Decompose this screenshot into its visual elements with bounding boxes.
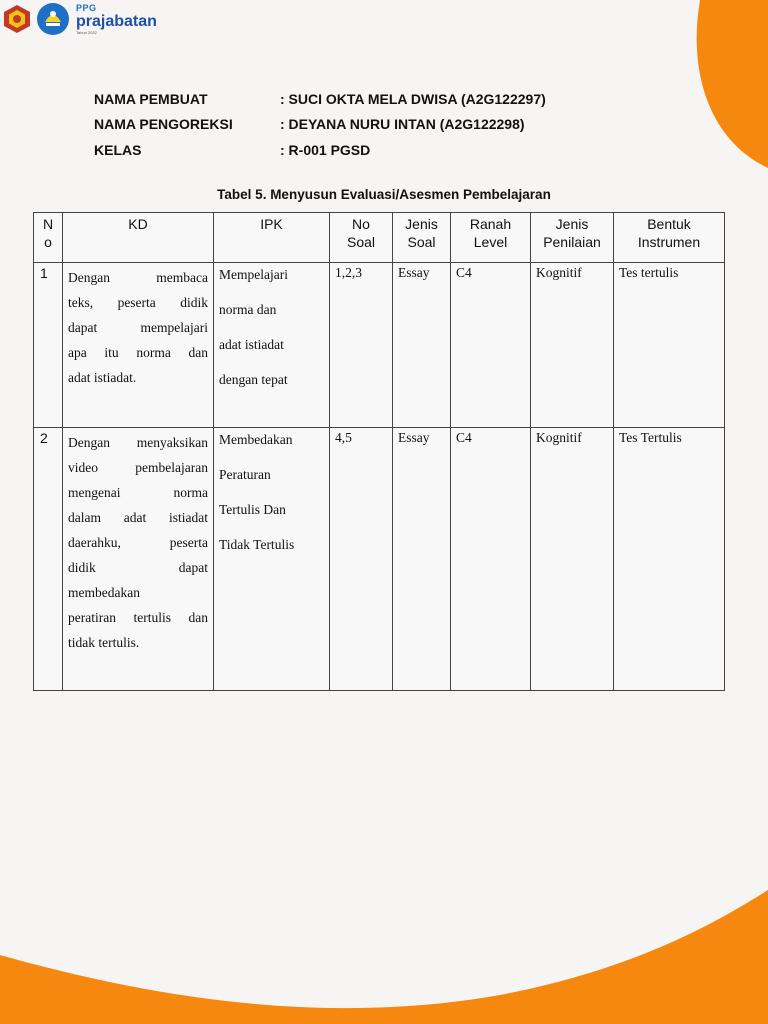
- cell-ipk: Membedakan Peraturan Tertulis Dan Tidak Tertulis: [214, 428, 330, 691]
- evaluation-table: [33, 212, 725, 691]
- cell-kd: Dengan membaca teks, peserta didik dapat mempelajari apa itu norma dan adat istiadat.: [63, 263, 214, 428]
- cell-ranah-level: C4: [451, 428, 531, 691]
- info-row-kelas: [94, 137, 546, 163]
- info-label: KELAS: [94, 141, 142, 158]
- info-block: [94, 86, 546, 163]
- brand-text: [76, 4, 157, 35]
- header-jenis-soal: Jenis Soal: [393, 213, 451, 263]
- header-no-soal: No Soal: [330, 213, 393, 263]
- table-row: [34, 263, 725, 428]
- university-badge-icon: [2, 4, 32, 34]
- table-caption: Tabel 5. Menyusun Evaluasi/Asesmen Pembelajaran: [217, 187, 551, 202]
- header-no: N o: [34, 213, 63, 263]
- cell-ipk: Mempelajari norma dan adat istiadat dengan tepat: [214, 263, 330, 428]
- tut-wuri-handayani-icon: [36, 2, 70, 36]
- cell-no: 1: [34, 263, 63, 428]
- table-row: [34, 428, 725, 691]
- info-label: NAMA PENGOREKSI: [94, 116, 233, 133]
- header-jenis-penilaian: Jenis Penilaian: [531, 213, 614, 263]
- cell-ranah-level: C4: [451, 263, 531, 428]
- cell-jenis-soal: Essay: [393, 428, 451, 691]
- header-ranah-level: Ranah Level: [451, 213, 531, 263]
- brand-name: prajabatan: [76, 12, 157, 30]
- cell-bentuk-instrumen: Tes tertulis: [614, 263, 725, 428]
- bottom-orange-wave: [0, 890, 768, 1024]
- header-kd: KD: [63, 213, 214, 263]
- cell-no: 2: [34, 428, 63, 691]
- info-value: : DEYANA NURU INTAN (A2G122298): [280, 116, 525, 133]
- cell-no-soal: 4,5: [330, 428, 393, 691]
- header-ipk: IPK: [214, 213, 330, 263]
- info-value: : SUCI OKTA MELA DWISA (A2G122297): [280, 90, 546, 107]
- cell-jenis-soal: Essay: [393, 263, 451, 428]
- info-value: : R-001 PGSD: [280, 141, 371, 158]
- cell-bentuk-instrumen: Tes Tertulis: [614, 428, 725, 691]
- header-bentuk-instrumen: Bentuk Instrumen: [614, 213, 725, 263]
- info-row-pengoreksi: [94, 112, 546, 138]
- brand-top: PPG: [76, 2, 97, 13]
- brand-year: Tahun 2022: [76, 29, 97, 35]
- top-right-orange-shape: [697, 0, 768, 168]
- info-row-pembuat: [94, 86, 546, 112]
- table-header-row: [34, 213, 725, 263]
- cell-jenis-penilaian: Kognitif: [531, 428, 614, 691]
- cell-jenis-penilaian: Kognitif: [531, 263, 614, 428]
- info-label: NAMA PEMBUAT: [94, 90, 208, 107]
- cell-kd: Dengan menyaksikan video pembelajaran mengenai norma dalam adat istiadat daerahku, peserta didik dapat membedakan peratiran tertulis dan tidak tertulis.: [63, 428, 214, 691]
- header-logos: [2, 2, 157, 36]
- cell-no-soal: 1,2,3: [330, 263, 393, 428]
